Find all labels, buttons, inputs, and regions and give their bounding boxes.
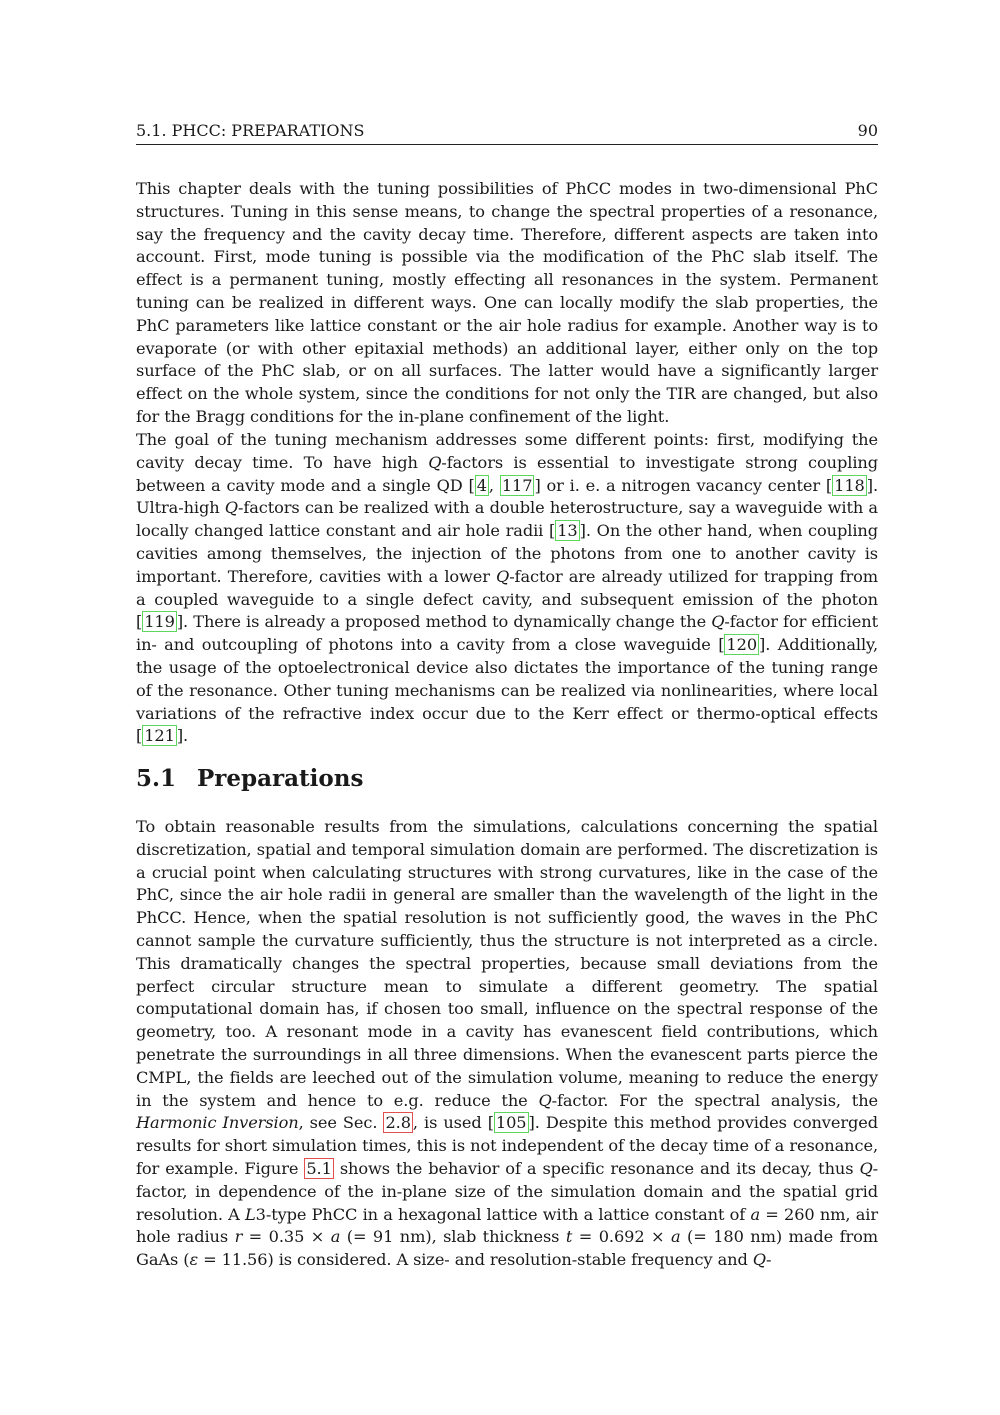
section-heading	[136, 764, 363, 794]
citation-link-4[interactable]: 4	[476, 475, 487, 495]
figure-ref-link[interactable]: 5.1	[306, 1158, 332, 1178]
section-ref-link[interactable]: 2.8	[385, 1113, 411, 1133]
intro-paragraph-1: This chapter deals with the tuning possibilities of PhCC modes in two-dimensional PhC structures. Tuning in this sense means, to change the spectral properties of a resonance, say the frequency and the cavity decay time. Therefore, different aspects are taken into account. First, mode tuning is possible via the modification of the PhC slab itself. The effect is a permanent tuning, mostly effecting all resonances in the system. Permanent tuning can be realized in different ways. One can locally modify the slab properties, the PhC parameters like lattice constant or the air hole radius for example. Another way is to evaporate (or with other epitaxial methods) an additional layer, either only on the top surface of the PhC slab, or on all surfaces. The latter would have a significantly larger effect on the whole system, since the conditions for not only the TIR are changed, but also for the Bragg conditions for the in-plane confinement of the light.	[136, 179, 878, 426]
section-number: 5.1	[136, 765, 177, 792]
section-title: Preparations	[197, 765, 364, 792]
citation-link-120[interactable]: 120	[726, 635, 758, 655]
citation-link-105[interactable]: 105	[495, 1113, 527, 1133]
intro-paragraph-2: The goal of the tuning mechanism addresses some different points: first, modifying the cavity decay time. To have high Q-factors is essential to investigate strong coupling between a cavity mode and a single QD [ 4 , 117 ] or i. e. a nitrogen vacancy center [ 118 ]. Ultra-high Q-factors can be realized with a double heterostructure, say a waveguide with a locally changed lattice constant and air hole radii [ 13 ]. On the other hand, when coupling cavities among themselves, the injection of the photons from one to another cavity is important. Therefore, cavities with a lower Q-factor are already utilized for trapping from a coupled waveguide to a single defect cavity, and subsequent emission of the photon [ 119 ]. There is already a proposed method to dynamically change the Q-factor for efficient in- and outcoupling of photons into a cavity from a close waveguide [ 120 ]. Additionally, the usage of the optoelectronical device also dictates the importance of the tuning range of the resonance. Other tuning mechanisms can be realized via nonlinearities, where local variations of the refractive index occur due to the Kerr effect or thermo-optical effects [ 121 ].	[136, 430, 879, 746]
citation-link-119[interactable]: 119	[144, 612, 175, 632]
citation-link-13[interactable]: 13	[557, 521, 578, 541]
citation-link-117[interactable]: 117	[501, 475, 533, 495]
running-header	[136, 121, 878, 145]
running-head-section: 5.1. PHCC: PREPARATIONS	[136, 121, 365, 140]
citation-link-121[interactable]: 121	[144, 726, 175, 746]
section-paragraph: To obtain reasonable results from the simulations, calculations concerning the spatial discretization, spatial and temporal simulation domain are performed. The discretization is a crucial point when calculating structures with strong curvatures, like in the case of the PhC, since the air hole radii in general are smaller than the wavelength of the light in the PhCC. Hence, when the spatial resolution is not sufficiently good, the waves in the PhC cannot sample the curvature sufficiently, thus the structure is not interpreted as a circle. This dramatically changes the spectral properties, because small deviations from the perfect circular structure mean to simulate a different geometry. The spatial computational domain has, if chosen too small, influence on the spectral response of the geometry, too. A resonant mode in a cavity has evanescent field contributions, which penetrate the surroundings in all three dimensions. When the evanescent parts pierce the CMPL, the fields are leeched out of the simulation volume, meaning to reduce the energy in the system and hence to e.g. reduce the Q-factor. For the spectral analysis, the Harmonic Inversion, see Sec. 2.8 , is used [ 105 ]. Despite this method provides converged results for short simulation times, this is not independent of the decay time of a resonance, for example. Figure 5.1 shows the behavior of a specific resonance and its decay, thus Q-factor, in dependence of the in-plane size of the simulation domain and the spatial grid resolution. A L3-type PhCC in a hexagonal lattice with a lattice constant of a = 260 nm, air hole radius r = 0.35 × a (= 91 nm), slab thickness t = 0.692 × a (= 180 nm) made from GaAs (ε = 11.56) is considered. A size- and resolution-stable frequency and Q-	[136, 817, 879, 1270]
citation-link-118[interactable]: 118	[834, 475, 865, 495]
page-number: 90	[857, 121, 878, 140]
